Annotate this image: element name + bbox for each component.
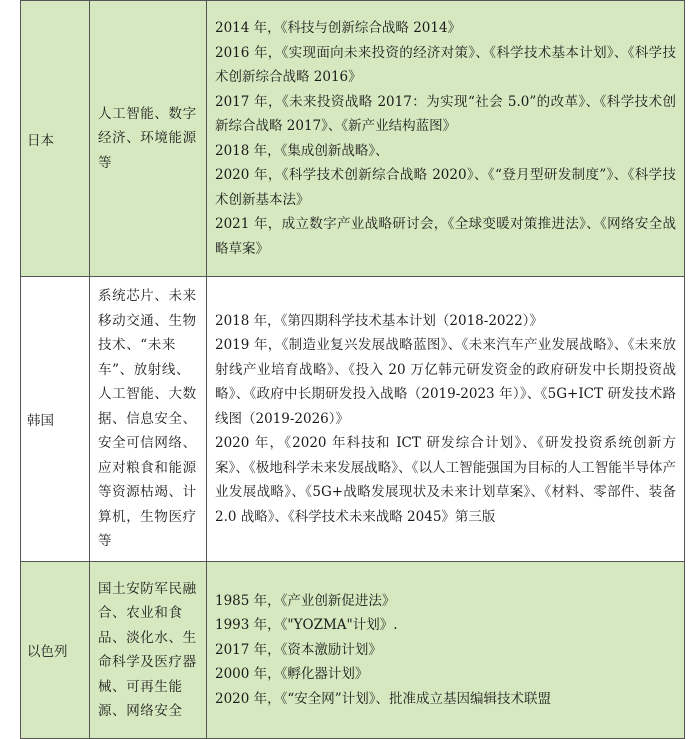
table-row-israel <box>21 562 685 739</box>
policy-entry: 2019 年，《制造业复兴发展战略蓝图》、《未来汽车产业发展战略》、《未来放射线产业培育战略》、《投入 20 万亿韩元研发资金的政府研发中长期投资战略》、《政府中长期研发投入战略（2019-2023 年）》、《5G+ICT 研发技术路线图（2019-2026）》 <box>215 337 676 427</box>
country-cell: 韩国 <box>21 277 90 562</box>
policy-entry: 2018 年，《第四期科学技术基本计划（2018-2022）》 <box>215 312 543 329</box>
field-cell: 人工智能、数字经济、环境能源等 <box>90 1 207 277</box>
policy-entry: 2020 年，《“安全网”计划》、批准成立基因编辑技术联盟 <box>215 690 551 707</box>
policy-entry: 2021 年，成立数字产业战略研讨会，《全球变暖对策推进法》、《网络安全战略草案》 <box>215 216 676 257</box>
country-cell: 以色列 <box>21 562 90 739</box>
policy-entry: 2016 年，《实现面向未来投资的经济对策》、《科学技术基本计划》、《科学技术创新综合战略 2016》 <box>215 44 676 85</box>
policy-entry: 2014 年，《科技与创新综合战略 2014》 <box>215 20 462 36</box>
policy-entry: 2017 年，《资本激励计划》 <box>215 641 382 658</box>
field-cell: 系统芯片、未来移动交通、生物技术、“未来车”、放射线、人工智能、大数据、信息安全、安全可信网络、应对粮食和能源等资源枯竭、计算机，生物医疗等 <box>90 277 207 562</box>
table-row-japan <box>21 1 685 277</box>
field-cell: 国土安防军民融合、农业和食品、淡化水、生命科学及医疗器械、可再生能源、网络安全 <box>90 562 207 739</box>
policy-entry: 2017 年，《未来投资战略 2017：为实现“社会 5.0”的改革》、《科学技术创新综合战略 2017》、《新产业结构蓝图》 <box>215 93 676 134</box>
policy-cell <box>207 1 685 277</box>
table-row-korea <box>21 277 685 562</box>
policy-entry: 2018 年，《集成创新战略》、 <box>215 142 389 159</box>
policy-entry: 2020 年，《科学技术创新综合战略 2020》、《“登月型研发制度”》、《科学技术创新基本法》 <box>215 167 676 208</box>
policy-entry: 2000 年，《孵化器计划》 <box>215 666 369 683</box>
policy-cell <box>207 277 685 562</box>
country-cell: 日本 <box>21 1 90 277</box>
policy-table <box>20 0 685 739</box>
policy-entry: 1985 年，《产业创新促进法》 <box>215 592 396 609</box>
policy-entry: 2020 年，《2020 年科技和 ICT 研发综合计划》、《研发投资系统创新方案》、《极地科学未来发展战略》、《以人工智能强国为目标的人工智能半导体产业发展战略》、《5G+战略发展现状及未来计划草案》、《材料、零部件、装备 2.0 战略》、《科学技术未来战略 2045》第三版 <box>215 435 676 525</box>
policy-entry: 1993 年，《"YOZMA"计划》. <box>215 617 398 634</box>
policy-cell <box>207 562 685 739</box>
